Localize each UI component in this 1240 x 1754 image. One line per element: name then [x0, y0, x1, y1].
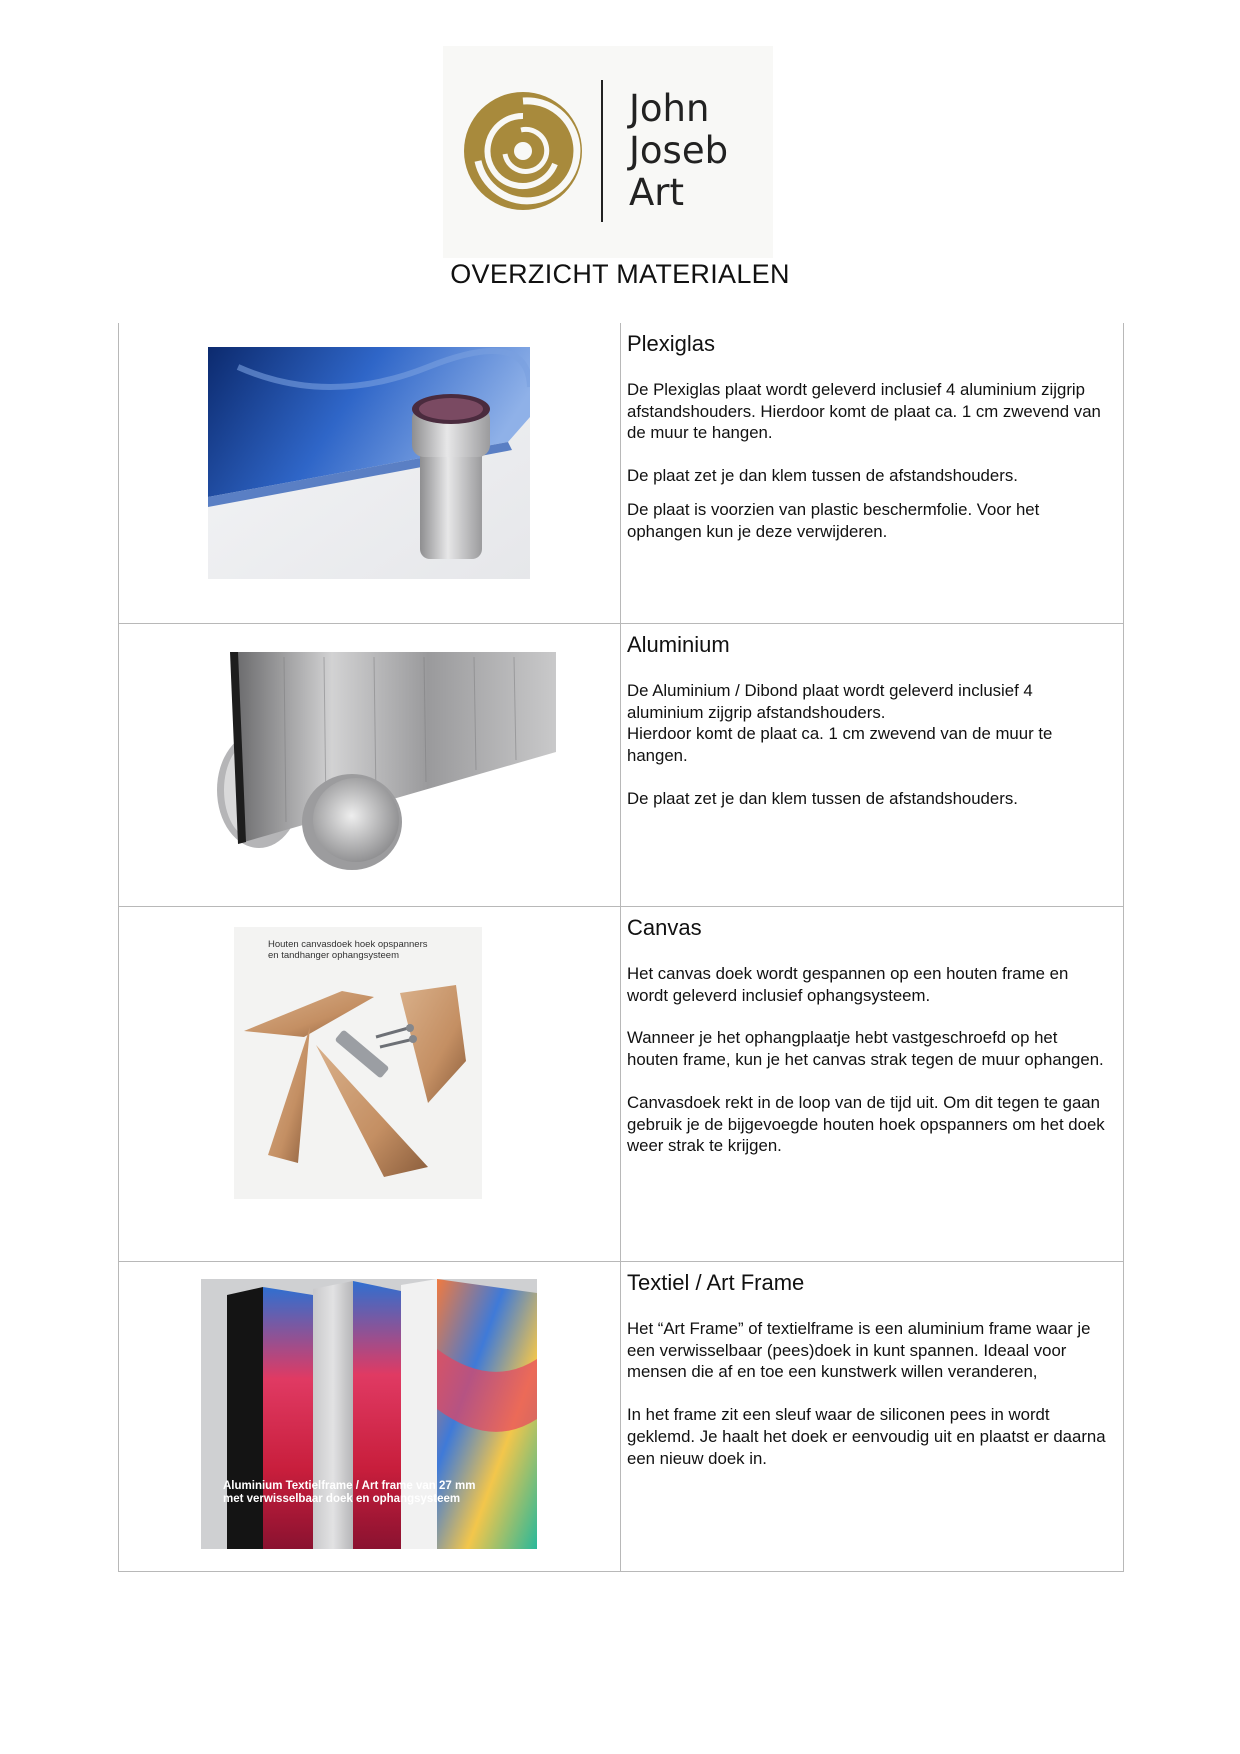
material-row-aluminium: [119, 624, 1123, 907]
material-paragraph: De Plexiglas plaat wordt geleverd inclusief 4 aluminium zijgrip afstandshouders. Hierdoor komt de plaat ca. 1 cm zwevend van de muur te hangen.: [627, 380, 1101, 443]
material-image-cell: [119, 624, 621, 906]
material-paragraph: De plaat zet je dan klem tussen de afstandshouders.: [627, 788, 1018, 808]
material-paragraph: In het frame zit een sleuf waar de siliconen pees in wordt geklemd. Je haalt het doek er eenvoudig uit en plaatst er daarna een nieuw doek in.: [627, 1405, 1106, 1468]
material-paragraph: De plaat zet je dan klem tussen de afstandshouders.: [627, 466, 1018, 486]
material-paragraph: Canvasdoek rekt in de loop van de tijd uit. Om dit tegen te gaan gebruik je de bijgevoegde houten hoek opspanners om het doek weer strak te krijgen.: [627, 1092, 1105, 1156]
brand-name-line: Art: [629, 171, 685, 214]
material-paragraph: Hierdoor komt de plaat ca. 1 cm zwevend van de muur te hangen.: [627, 724, 1053, 766]
material-title: Aluminium: [627, 632, 730, 657]
material-paragraph: De Aluminium / Dibond plaat wordt geleverd inclusief 4 aluminium zijgrip afstandshouders.: [627, 681, 1033, 722]
material-description: [621, 907, 1123, 1261]
aluminium-standoff-image: [204, 652, 556, 878]
logo-divider: [601, 80, 603, 222]
material-title: Canvas: [627, 915, 702, 940]
brand-name-line: Joseb: [629, 129, 729, 172]
material-description: [621, 323, 1123, 623]
image-caption-line: Houten canvasdoek hoek opspanners: [268, 939, 428, 950]
image-caption-line: Aluminium Textielframe / Art frame van 27 mm: [223, 1480, 476, 1492]
brand-name: [629, 88, 728, 214]
image-caption-line: en tandhanger ophangsysteem: [268, 950, 399, 961]
material-paragraph: Het canvas doek wordt gespannen op een houten frame en wordt geleverd inclusief ophangsysteem.: [627, 964, 1069, 1005]
material-paragraph: De plaat is voorzien van plastic beschermfolie. Voor het ophangen kun je deze verwijderen.: [627, 499, 1040, 541]
material-title: Textiel / Art Frame: [627, 1270, 805, 1295]
materials-table: [118, 323, 1124, 1572]
material-image-cell: [119, 323, 621, 623]
material-row-plexiglas: [119, 323, 1123, 624]
page-title: OVERZICHT MATERIALEN: [450, 259, 790, 289]
material-row-textiel-art-frame: [119, 1262, 1123, 1572]
canvas-corner-wedges-image: [234, 927, 482, 1199]
material-row-canvas: [119, 907, 1123, 1262]
brand-logo: [443, 46, 773, 258]
plexiglas-standoff-image: [208, 347, 530, 579]
material-paragraph: Wanneer je het ophangplaatje hebt vastgeschroefd op het houten frame, kun je het canvas strak tegen de muur ophangen.: [627, 1028, 1104, 1070]
material-description: [621, 624, 1123, 906]
material-title: Plexiglas: [627, 331, 716, 356]
brand-name-line: John: [629, 87, 710, 130]
material-paragraph: Het “Art Frame” of textielframe is een aluminium frame waar je een verwisselbaar (pees)doek in kunt spannen. Ideaal voor mensen die af en toe een kunstwerk willen veranderen,: [627, 1319, 1091, 1382]
material-image-cell: [119, 1262, 621, 1571]
material-image-cell: [119, 907, 621, 1261]
material-description: [621, 1262, 1123, 1571]
image-caption-line: met verwisselbaar doek en ophangsysteem: [223, 1493, 461, 1505]
art-frame-profiles-image: [201, 1279, 537, 1549]
